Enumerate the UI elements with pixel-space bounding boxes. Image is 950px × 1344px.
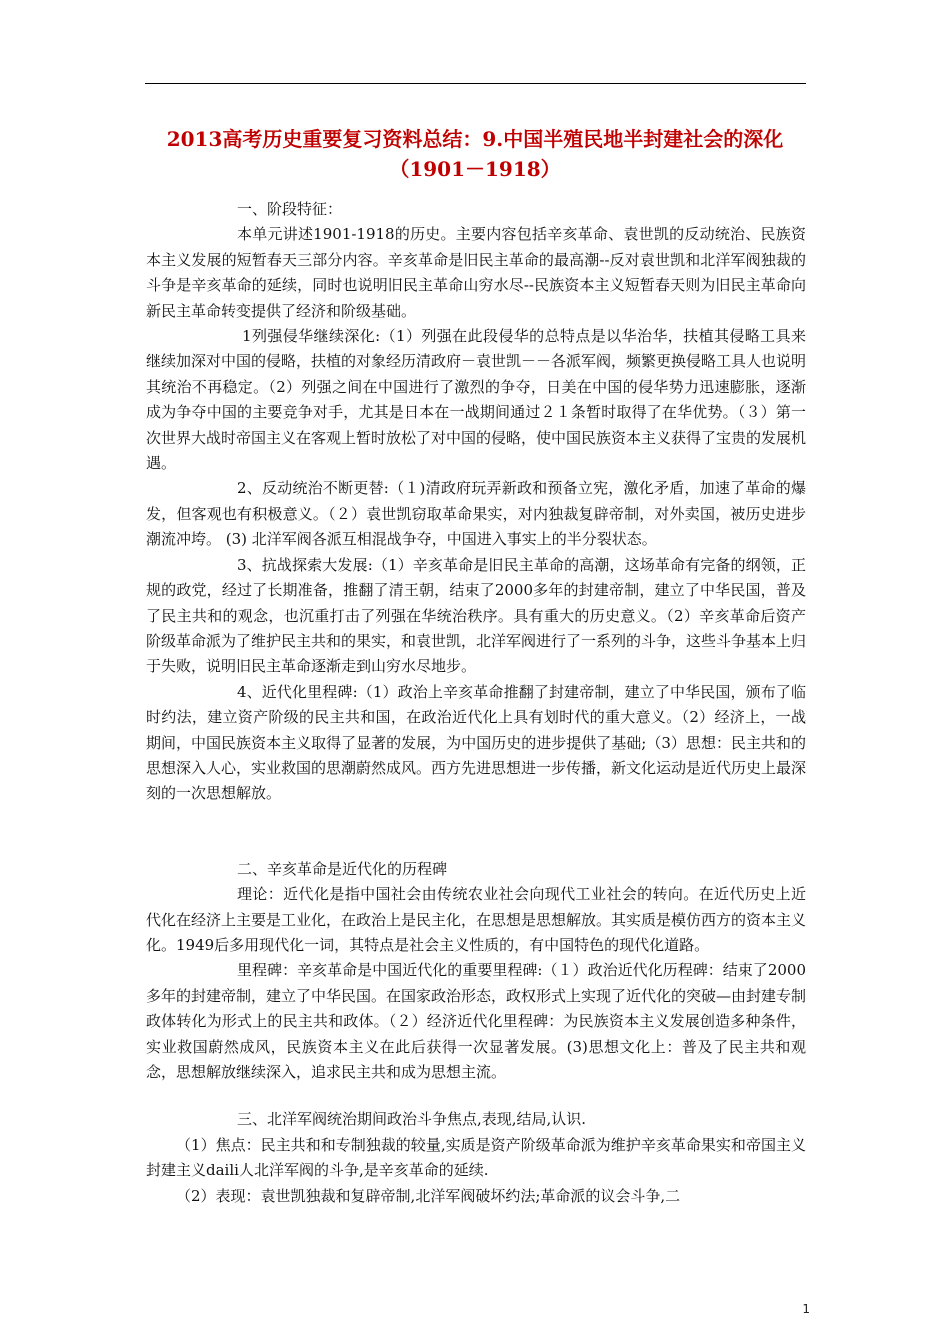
section-2-heading: 二、辛亥革命是近代化的历程碑 [237, 859, 448, 878]
page-number: 1 [802, 1302, 810, 1316]
section-2-paragraph: 里程碑：辛亥革命是中国近代化的重要里程碑:（１）政治近代化历程碑：结束了2000多年的封建帝制，建立了中华民国。在国家政治形态，政权形式上实现了近代化的突破—由封建专制政体转化为形式上的民主共和政体。（２）经济近代化里程碑：为民族资本主义发展创造多种条件，实业救国蔚然成风，民族资本主义在此后获得一次显著发展。(3)思想文化上：普及了民主共和观念，思想解放继续深入，追求民主共和成为思想主流。 [146, 961, 807, 1081]
section-3-paragraph: （2）表现：袁世凯独裁和复辟帝制,北洋军阀破坏约法;革命派的议会斗争,二 [176, 1186, 681, 1205]
section-3-heading: 三、北洋军阀统治期间政治斗争焦点,表现,结局,认识. [237, 1110, 587, 1129]
section-1-paragraph: 本单元讲述1901-1918的历史。主要内容包括辛亥革命、袁世凯的反动统治、民族资本主义发展的短暂春天三部分内容。辛亥革命是旧民主革命的最高潮--反对袁世凯和北洋军阀独裁的斗争是辛亥革命的延续，同时也说明旧民主革命山穷水尽--民族资本主义短暂春天则为旧民主革命向新民主革命转变提供了经济和阶级基础。 [146, 225, 806, 320]
spacer [146, 1085, 806, 1107]
header-rule [145, 83, 806, 84]
section-1-paragraph: 2、反动统治不断更替:（１)清政府玩弄新政和预备立宪，激化矛盾，加速了革命的爆发，但客观也有积极意义。（２）袁世凯窃取革命果实，对内独裁复辟帝制，对外卖国，被历史进步潮流冲垮。 (3) 北洋军阀各派互相混战争夺，中国进入事实上的半分裂状态。 [146, 479, 806, 549]
section-1-paragraph: 3、抗战探索大发展:（1）辛亥革命是旧民主革命的高潮，这场革命有完备的纲领，正规的政党，经过了长期准备，推翻了清王朝，结束了2000多年的封建帝制，建立了中华民国，普及了民主共和的观念，也沉重打击了列强在华统治秩序。具有重大的历史意义。（2）辛亥革命后资产阶级革命派为了维护民主共和的果实，和袁世凯，北洋军阀进行了一系列的斗争，这些斗争基本上归于失败，说明旧民主革命逐渐走到山穷水尽地步。 [146, 555, 807, 676]
spacer [146, 807, 806, 857]
section-3-paragraph: （1）焦点：民主共和和专制独裁的较量,实质是资产阶级革命派为维护辛亥革命果实和帝国主义封建主义daili人北洋军阀的斗争,是辛亥革命的延续. [146, 1135, 806, 1180]
section-1-heading: 一、阶段特征： [237, 200, 343, 218]
section-1-paragraph: 1列强侵华继续深化:（1）列强在此段侵华的总特点是以华治华，扶植其侵略工具来继续加深对中国的侵略，扶植的对象经历清政府－袁世凯－－各派军阀，频繁更换侵略工具人也说明其统治不再稳定。（2）列强之间在中国进行了激烈的争夺，日美在中国的侵华势力迅速膨胀，逐渐成为争夺中国的主要竞争对手，尤其是日本在一战期间通过２１条暂时取得了在华优势。（３）第一次世界大战时帝国主义在客观上暂时放松了对中国的侵略，使中国民族资本主义获得了宝贵的发展机遇。 [146, 327, 807, 473]
document-body [146, 197, 806, 1209]
section-2-paragraph: 理论：近代化是指中国社会由传统农业社会向现代工业社会的转向。在近代历史上近代化在经济上主要是工业化，在政治上是民主化，在思想是思想解放。其实质是模仿西方的资本主义化。1949后多用现代化一词，其特点是社会主义性质的，有中国特色的现代化道路。 [146, 885, 807, 954]
page-title: 2013高考历史重要复习资料总结：9.中国半殖民地半封建社会的深化（1901－1918） [166, 127, 784, 181]
section-1-paragraph: 4、近代化里程碑:（1）政治上辛亥革命推翻了封建帝制，建立了中华民国，颁布了临时约法，建立资产阶级的民主共和国，在政治近代化上具有划时代的重大意义。（2）经济上，一战期间，中国民族资本主义取得了显著的发展，为中国历史的进步提供了基础;（3）思想：民主共和的思想深入人心，实业救国的思潮蔚然成风。西方先进思想进一步传播，新文化运动是近代历史上最深刻的一次思想解放。 [146, 682, 807, 803]
